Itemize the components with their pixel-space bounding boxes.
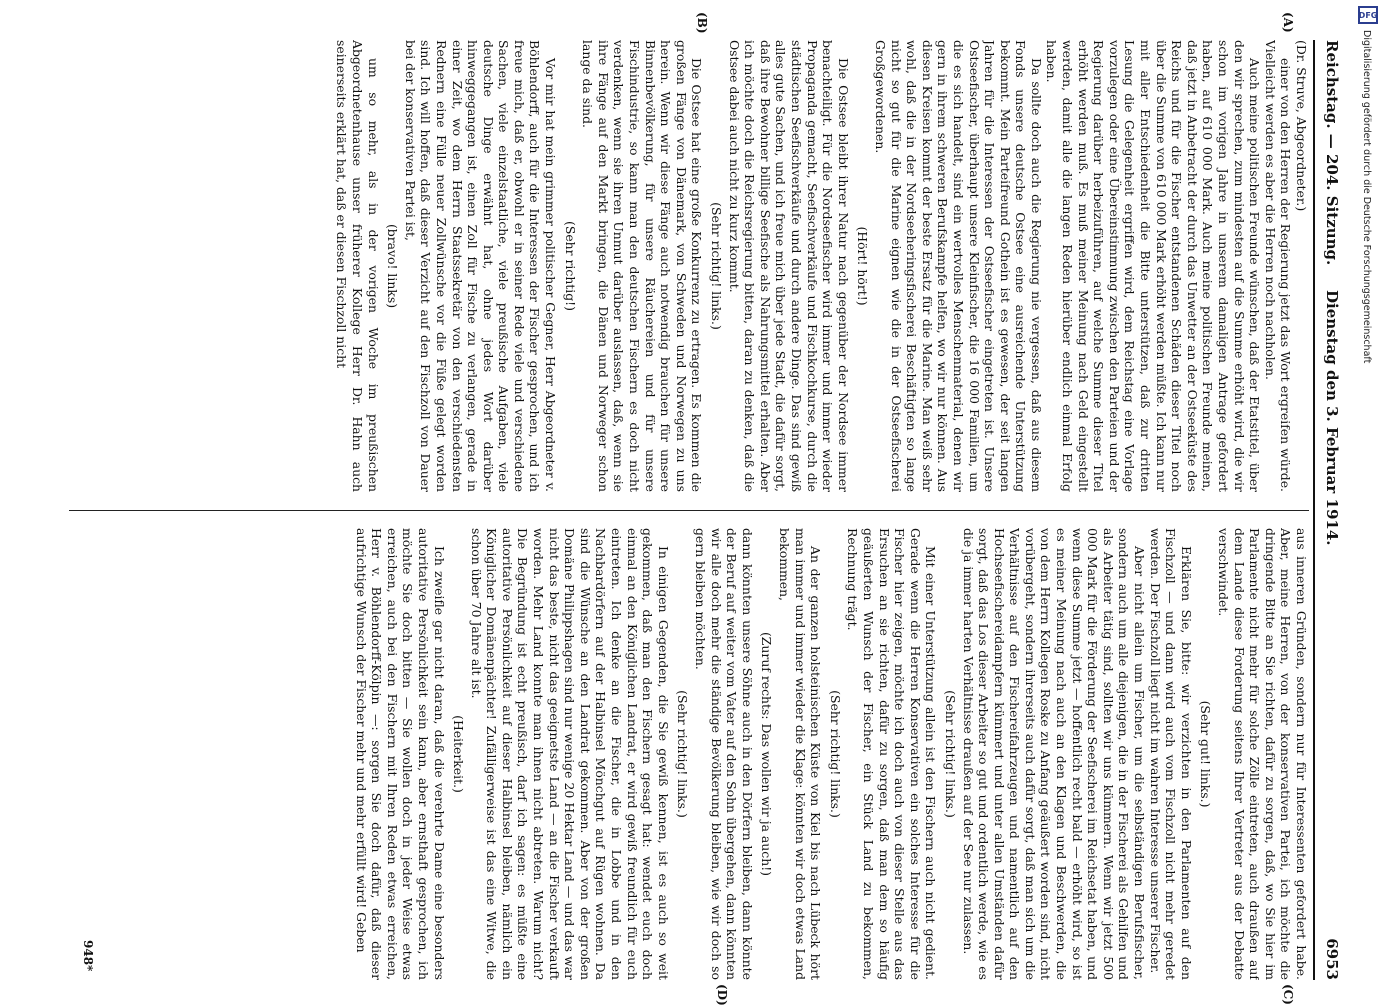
header-date: Dienstag den 3. Februar 1914. [1323,290,1341,546]
interjection: (Heiterkeit.) [451,715,467,793]
footnote-number: 948* [81,940,95,972]
interjection: (Zuruf rechts: Das wollen wir ja auch!) [759,631,775,877]
paragraph: Vor mir hat mein grimmer politischer Gegner, Herr Abgeordneter v. Böhlendorff, auch für die Interessen der Fischer gesprochen, und ich freue mich, daß er, obwohl er in seiner Rede viele und verschiedene Sachen, viele einzelstaatliche, viele preußische Aufgaben, viele deutsche Dinge erwähnt hat, ohne jedes Wort darüber hinweggegangen ist, einen Zoll für Fische zu verlangen, gerade in einer Zeit, wo dem Herrn Staatssekretär von den verschiedensten Rednern eine Fülle neuer Zollwünsche vor die Füße gelegt worden sind. Ich will hoffen, daß dieser Verzicht auf den Fischzoll von Dauer bei der konservativen Partei ist, [402,40,559,492]
margin-marker-a: (A) [1281,12,1295,33]
paragraph: Die Ostsee hat eine große Konkurrenz zu ertragen. Es kommen die großen Fänge von Dänemark, von Schweden und Norwegen zu uns herein. Wenn wir diese Fänge auch notwendig brauchen für unsere Binnenbevölkerung, für unsere Räuchereien und für unsere Fischindustrie, so kann man den deutschen Fischern es doch nicht verdenken, wenn sie ihren Unmut darüber auslassen, daß, wenn sie ihre Fänge auf den Markt bringen, die Dänen und Norweger schon lange da sind. [580,40,705,492]
margin-marker-d: (D) [715,984,729,1006]
interjection: (Sehr richtig! links.) [942,690,958,818]
margin-marker-b: (B) [695,12,709,34]
header-left: Reichstag. — 204. Sitzung. [1323,40,1341,266]
interjection: (Hört! hört!) [855,226,871,306]
dfg-logo: DFG [1358,6,1378,24]
interjection: (bravo! links) [385,223,401,309]
header-rule [1313,40,1315,980]
margin-marker-c: (C) [1281,984,1295,1005]
paragraph: dann könnten unsere Söhne auch in den Dörfern bleiben, dann könnte der Beruf auf weiter vom Vater auf den Sohn übergehen, dann könnten wir alle doch mehr die ständige Bevölkerung bleiben, wie wir doch so gern bleiben möchten. [693,528,755,980]
paragraph: Die Ostsee bleibt ihrer Natur nach gegenüber der Nordsee immer benachteiligt. Für die Nordseefischer wird immer und immer wieder Propaganda gemacht, Seefischverkäufe und Fischkochkurse, durch die städtischen Seefischverkäufe und durch andere Dinge. Das sind gewiß alles gute Sachen, und ich freue mich über jede Stadt, die dafür sorgt, daß ihre Bewohner billige Seefische als Nahrungsmittel erhalten. Aber ich möchte doch die Reichsregierung bitten, daran zu denken, daß die Ostsee dabei auch nicht zu kurz kommt. [726,40,851,492]
paragraph: (Dr. Struve, Abgeordneter.) [1294,40,1309,212]
page-number: 6953 [1323,938,1341,980]
paragraph: einer von den Herren der Regierung jetzt das Wort ergreifen würde. Vielleicht werden es aber die Herren noch nachholen. [1262,40,1294,492]
page-content [55,12,1345,1006]
paragraph: aus inneren Gründen, sondern nur für Interessenten gefordert habe. Aber, meine Herren, von der konservativen Partei, ich möchte die dringende Bitte an Sie richten, dafür zu sorgen, daß, wo Sie hier im Parlamente nicht mehr für solche Zölle eintreten, auch draußen auf dem Lande diese Forderung seitens Ihrer Vertreter aus der Debatte verschwindet. [1216,528,1309,980]
paragraph: Aber nicht allein um Fischer, um die selbständigen Berufsfischer, sondern auch um alle diejenigen, die in der Fischerei als Gehilfen und als Arbeiter tätig sind, sollten wir uns kümmern. Wenn wir jetzt 500 000 Mark für die Förderung der Seefischerei im Reichsetat haben, und wenn diese Summe jetzt — hoffentlich recht bald — erhöht wird, so ist es meiner Meinung nach auch an den Klagen und Beschwerden, die von dem Herrn Kollegen Roske zu Anfang geäußert worden sind, nicht vorübergeht, sondern ihrerseits auch dafür sorgt, daß man sich um die Verhältnisse auf den Fischereifahrzeugen und namentlich auf den Hochseefischereidampfern kümmert und unter allen Umständen dafür sorgt, daß das Los dieser Arbeiter so gut und ordentlich werde, wie es die ja immer harten Verhältnisse draußen auf der See nur zulassen. [960,528,1148,980]
paragraph: In einigen Gegenden, die Sie gewiß kennen, ist es auch so weit gekommen, daß man den Fischern gesagt hat: wendet euch doch einmal an den Königlichen Landrat, er wird gewiß freundlich für euch eintreten. Ich denke an die Fischer, die in Lobbe und in den Nachbardörfern auf der Halbinsel Mönchgut auf Rügen wohnen. Da sind die Wünsche an den Landrat gekommen. Aber von der großen Domäne Philippshagen sind nur wenige 20 Hektar Land — und das war nicht das beste, nicht das geeignetste Land — an die Fischer verkauft worden. Mehr Land konnte man ihnen nicht abtreten. Warum nicht? Die Begründung ist echt preußisch, darf ich sagen: es müßte eine autoritative Persönlichkeit auf dieser Halbinsel bleiben, nämlich ein Königlicher Domänenpächter! Zufälligerweise ist das eine Witwe, die schon über 70 Jahre alt ist. [468,528,671,980]
page-header [1315,40,1345,980]
interjection: (Sehr gut! links.) [1198,700,1214,808]
interjection: (Sehr richtig! links.) [827,690,843,818]
column-separator [69,510,1309,511]
right-column [69,528,1309,980]
paragraph: Erklären Sie, bitte: wir verzichten in den Parlamenten auf den Fischzoll — und dann wird auch vom Fischzoll nicht mehr geredet werden. Der Fischzoll liegt nicht im wahren Interesse unserer Fischer. [1147,528,1194,980]
interjection: (Sehr richtig! links.) [675,690,691,818]
digitization-credit: Digitalisierung gefördert durch die Deutsche Forschungsgemeinschaft [1361,30,1372,364]
paragraph: Auch meine politischen Freunde wünschen, daß der Etatstitel, über den wir sprechen, zum mindesten auf die Summe erhöht wird, die wir schon im vorigen Jahre in unserem damaligen Antrage gefordert haben, auf 610 000 Mark. Auch meine politischen Freunde meinen, daß jetzt in Anbetracht der durch das Unwetter an der Ostseeküste des Reichs und für die Fischer entstandenen Schäden dieser Titel noch über die Summe von 610 000 Mark erhöht werden müßte. Ich kann nur mit aller Entschiedenheit die Bitte unterstützen, daß zur dritten Lesung die Gelegenheit ergriffen wird, dem Reichstag eine Vorlage vorzulegen oder eine Übereinstimmung zwischen den Parteien und der Regierung darüber herbeizuführen, auf welche Summe dieser Titel erhöht werden muß. Es muß meiner Meinung nach Geld eingestellt werden, damit alle die langen Reden hierüber endlich einmal Erfolg haben. [1044,40,1263,492]
interjection: (Sehr richtig!) [562,221,578,311]
paragraph: um so mehr, als in der vorigen Woche im preußischen Abgeordnetenhause unser früherer Kollege Herr Dr. Hahn auch seinerseits erklärt hat, daß er diesen Fischzoll nicht [334,40,381,492]
paragraph: Mit einer Unterstützung allein ist den Fischern auch nicht gedient. Gerade wenn die Herren Konservativen ein solches Interesse für die Fischer hier zeigen, möchte ich doch auch von dieser Stelle aus das Ersuchen an sie richten, dafür zu sorgen, daß man dem so häufig geäußerten Wunsch der Fischer, ein Stück Land zu bekommen, Rechnung trägt. [845,528,939,980]
paragraph: Da sollte doch auch die Regierung nie vergessen, daß aus diesem Fonds unsere deutsche Ostsee eine ausreichende Unterstützung bekommt. Mein Parteifreund Gothein ist es gewesen, der seit langen Jahren für die Interessen der Ostseefischer eingetreten ist. Unsere Ostseefischer, überhaupt unsere Kleinfischer, die 16 000 Familien, um die es sich handelt, sind ein wertvolles Menschenmaterial, denen wir gern in ihrem schweren Berufskampfe helfen, wo wir nur können. Aus diesen Kreisen kommt der beste Ersatz für die Marine. Man weiß sehr wohl, daß die in der Nordseeheringsfischerei Beschäftigten so lange nicht so gut für die Marine eignen wie die in der Ostseefischerei Großgewordenen. [872,40,1044,492]
paragraph: Ich zweifle gar nicht daran, daß die verehrte Dame eine besonders autoritative Persönlichkeit sein kann, aber ernsthaft gesprochen, ich möchte Sie doch bitten — Sie wollen doch in jeder Weise etwas erreichen, auch bei den Fischern mit Ihren Reden etwas erreichen, Herr v. Böhlendorff-Kölpin —: sorgen Sie doch dafür, daß dieser aufrichtige Wunsch der Fischer mehr und mehr erfüllt wird! Geben [353,528,447,980]
interjection: (Sehr richtig! links.) [709,202,725,330]
left-column [69,40,1309,492]
paragraph: An der ganzen holsteinischen Küste von Kiel bis nach Lübeck hört man immer und immer wieder die Klage: könnten wir doch etwas Land bekommen, [777,528,824,980]
